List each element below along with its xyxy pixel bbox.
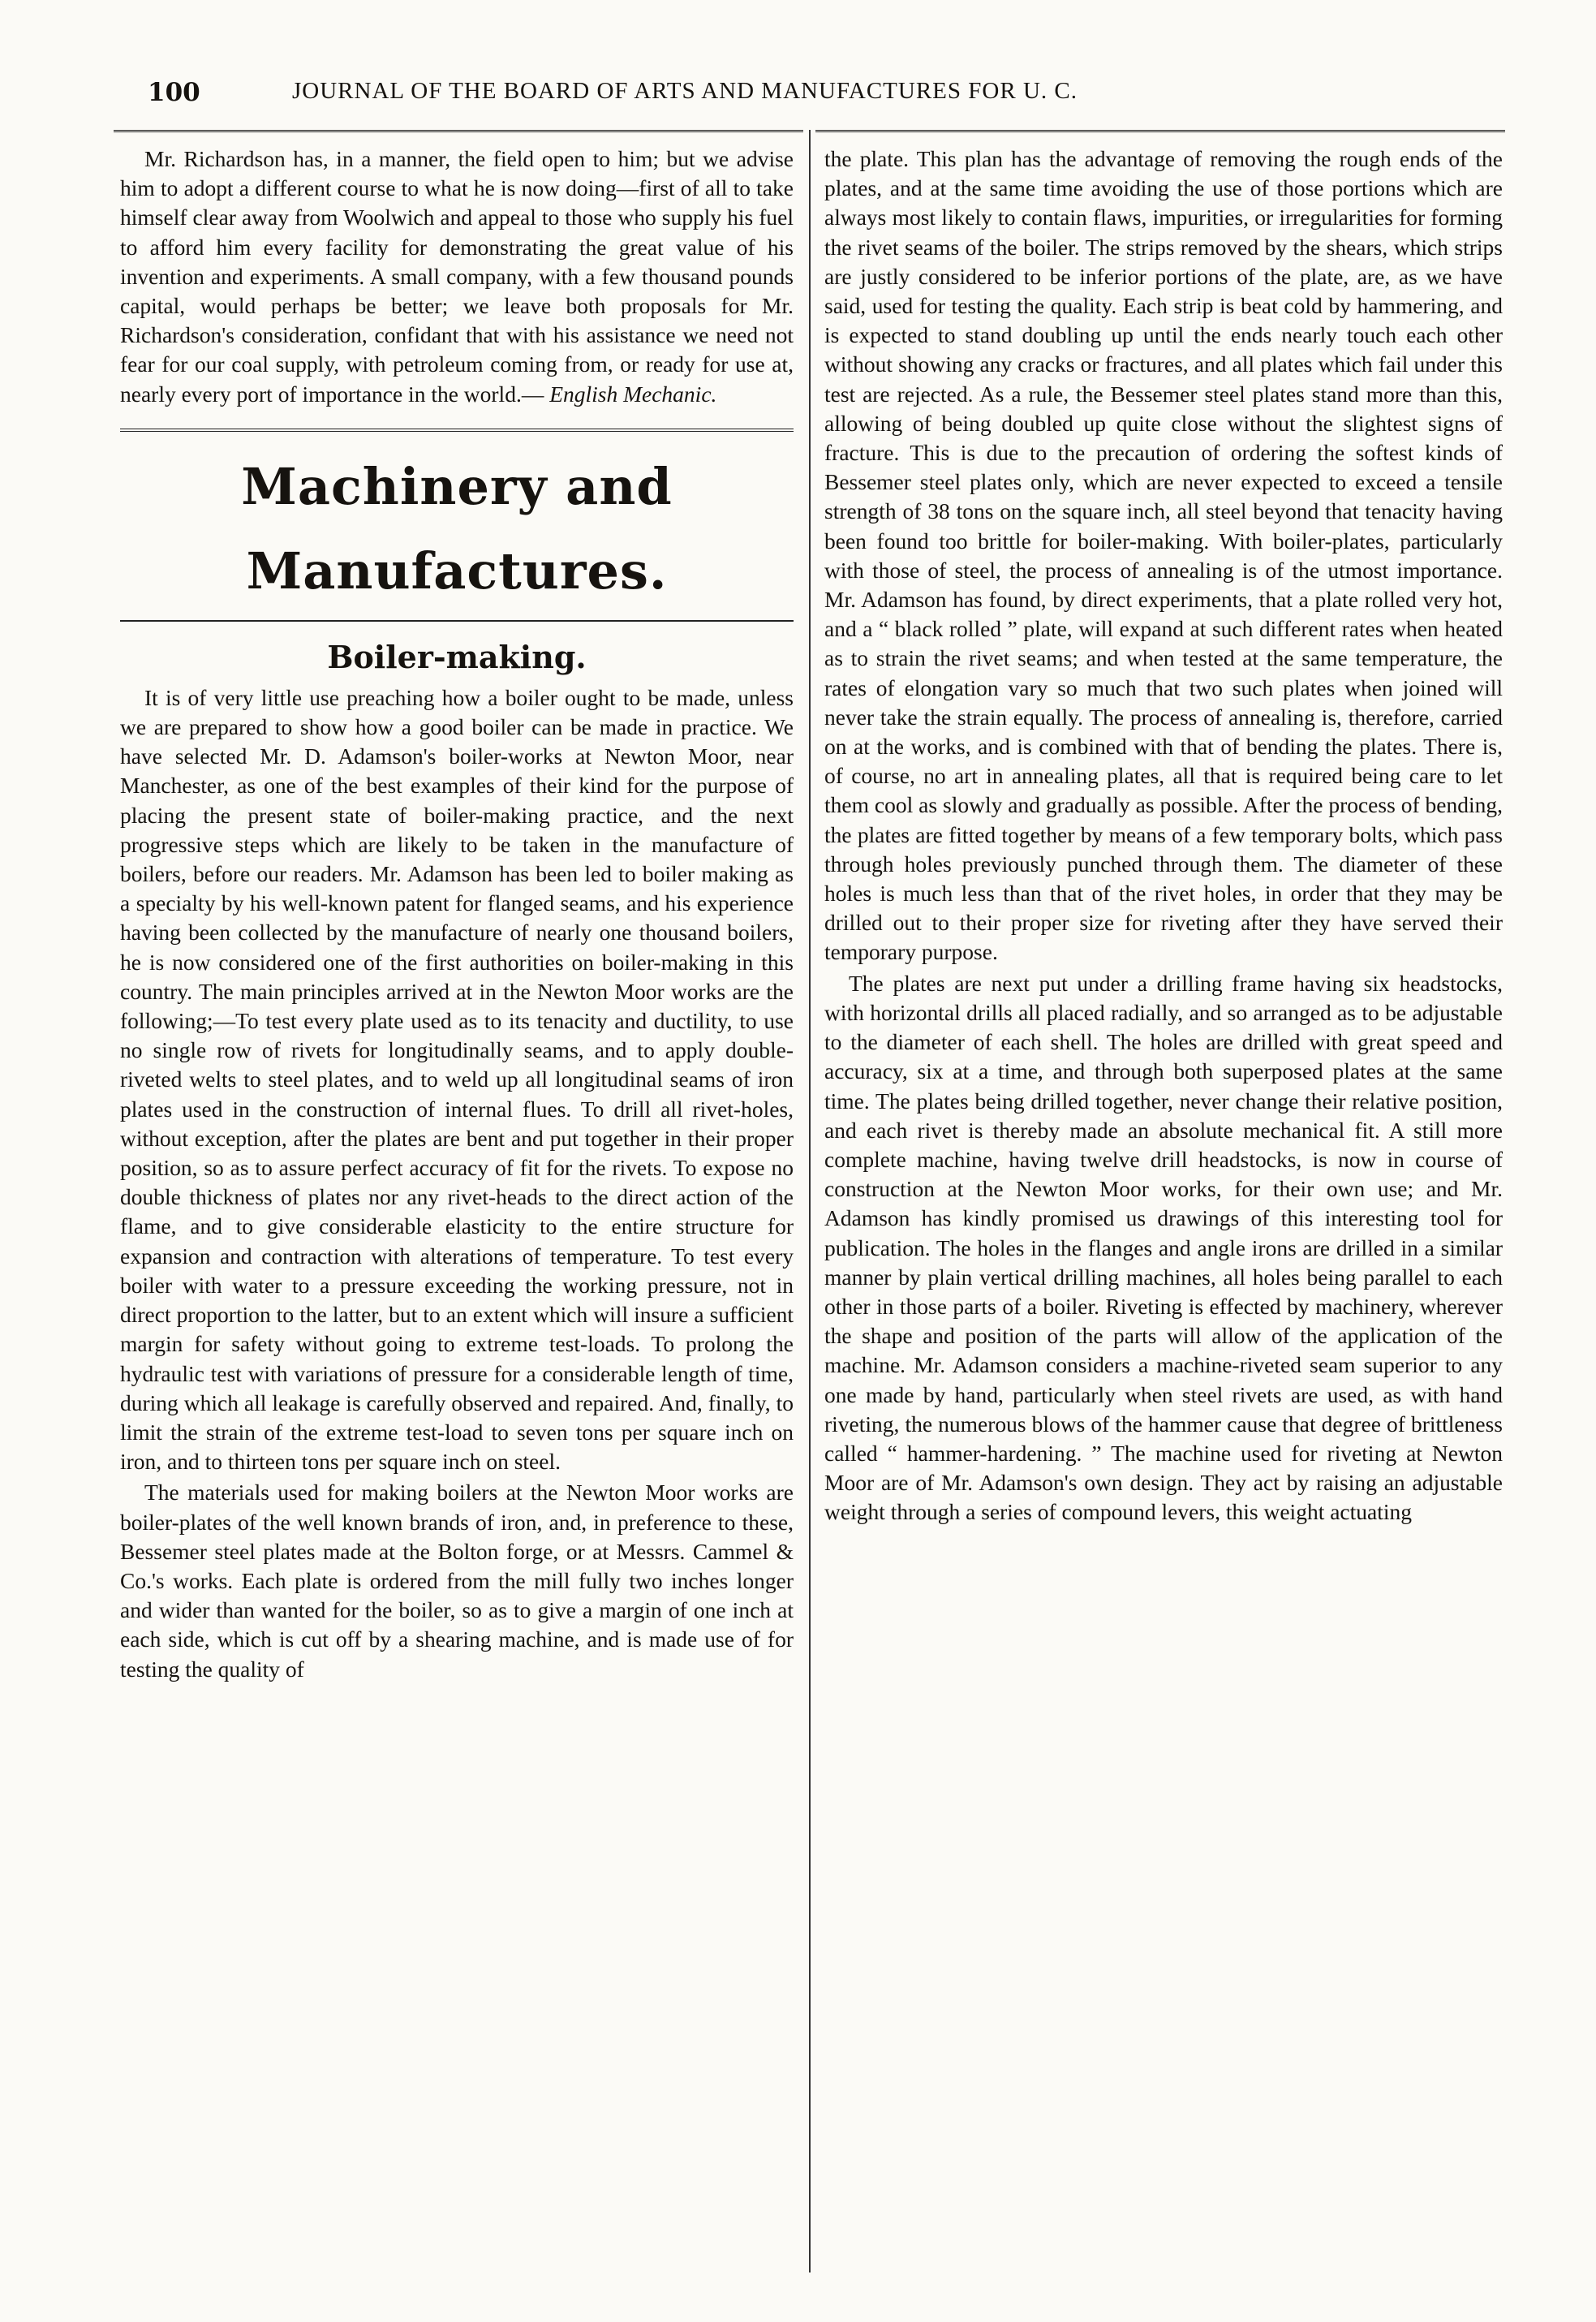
column-top-rule-right — [815, 130, 1505, 136]
article-title: Boiler-making. — [327, 638, 587, 675]
section-rule — [120, 429, 794, 437]
section-underline — [120, 620, 794, 622]
section-heading: Machinery and Manufactures. — [241, 456, 673, 601]
intro-paragraph — [120, 144, 794, 409]
running-head: JOURNAL OF THE BOARD OF ARTS AND MANUFACTURES FOR U. C. — [292, 78, 1078, 104]
column-divider — [809, 130, 811, 2272]
column-top-rule-left — [114, 130, 803, 136]
right-column — [824, 144, 1503, 1527]
page-header — [114, 78, 1509, 123]
intro-text: Mr. Richardson has, in a manner, the field open to him; but we advise him to adopt a different course to what he is now doing—first of all to take himself clear away from Woolwich and appeal to those who supply his fuel to afford him every facility for demonstrating the great value of his invention and experiments. A small company, with a few thousand pounds capital, would perhaps be better; we leave both proposals for Mr. Richardson's consideration, confidant that with his assistance we need not fear for our coal supply, with petroleum coming from, or ready for use at, nearly every port of importance in the world.— — [120, 146, 794, 407]
article-paragraph: The plates are next put under a drilling frame having six headstocks, with horizontal drills all placed radially, and so arranged as to be adjustable to the diameter of each shell. The holes are drilled with great speed and accuracy, six at a time, and through both superposed plates at the same time. The plates being drilled together, never change their relative position, and each rivet is thereby made an absolute mechanical fit. A still more complete machine, having twelve drill headstocks, is now in course of construction at the Newton Moor works, for their own use; and Mr. Adamson has kindly promised us drawings of this interesting tool for publication. The holes in the flanges and angle irons are drilled in a similar manner by plain vertical drilling machines, all holes being parallel to each other in those parts of a boiler. Riveting is effected by machinery, wherever the shape and position of the parts will allow of the application of the machine. Mr. Adamson considers a machine-riveted seam superior to any one made by hand, particularly when steel rivets are used, as with hand riveting, the numerous blows of the hammer cause that degree of brittleness called “ hammer-hardening. ” The machine used for riveting at Newton Moor are of Mr. Adamson's own design. They act by raising an adjustable weight through a series of compound levers, this weight actuating — [824, 970, 1503, 1525]
article-paragraph: It is of very little use preaching how a boiler ought to be made, unless we are prepared to show how a good boiler can be made in practice. We have selected Mr. D. Adamson's boiler-works at Newton Moor, near Manchester, as one of the best examples of their kind for the purpose of placing the present state of boiler-making practice, and the next progressive steps which are likely to be taken in the manufacture of boilers, before our readers. Mr. Adamson has been led to boiler making as a specialty by his well-known patent for flanged seams, and his experience having been collected by the manufacture of nearly one thousand boilers, he is now considered one of the first authorities on boiler-making in this country. The main principles arrived at in the Newton Moor works are the following;—To test every plate used as to its tenacity and ductility, to use no single row of rivets for longitudinally seams, and to apply double-riveted welts to steel plates, and to weld up all longitudinal seams of iron plates used in the construction of internal flues. To drill all rivet-holes, without exception, after the plates are bent and put together in their proper position, so as to assure perfect accuracy of fit for the rivets. To expose no double thickness of plates nor any rivet-heads to the direct action of the flame, and to give considerable elasticity to the entire structure for expansion and contraction with alterations of temperature. To test every boiler with water to a pressure exceeding the working pressure, not in direct proportion to the latter, but to an extent which will insure a sufficient margin for safety without going to extreme test-loads. To prolong the hydraulic test with variations of pressure for a considerable length of time, during which all leakage is carefully observed and repaired. And, finally, to limit the strain of the extreme test-load to seven tons per square inch on iron, and to thirteen tons per square inch on steel. — [120, 684, 794, 1475]
left-column — [120, 144, 794, 1684]
article-paragraph-continued: the plate. This plan has the advantage of removing the rough ends of the plates, and at the same time avoiding the use of those portions which are always most likely to contain flaws, impurities, or irregularities for forming the rivet seams of the boiler. The strips removed by the shears, which strips are justly considered to be inferior portions of the plate, are, as we have said, used for testing the quality. Each strip is beat cold by hammering, and is expected to stand doubling up until the ends nearly touch each other without showing any cracks or fractures, and all plates which fail under this test are rejected. As a rule, the Bessemer steel plates stand more than this, allowing of being doubled up quite close without the slightest signs of fracture. This is due to the precaution of ordering the softest kinds of Bessemer steel plates only, which are never expected to exceed a tensile strength of 38 tons on the square inch, all steel beyond that tenacity having been found too brittle for boiler-making. With boiler-plates, particularly with those of steel, the process of annealing is of the utmost importance. Mr. Adamson has found, by direct experiments, that a plate rolled very hot, and a “ black rolled ” plate, will expand at such different rates when heated as to strain the rivet seams; and when tested at the same temperature, the rates of elongation vary so much that two such plates when joined will never take the strain equally. The process of annealing is, therefore, carried on at the works, and is combined with that of bending the plates. There is, of course, no art in annealing plates, all that is required being care to let them cool as slowly and gradually as possible. After the process of bending, the plates are fitted together by means of a few temporary bolts, which pass through holes previously punched through them. The diameter of these holes is much less than that of the rivet holes, in order that they may be drilled out to their proper size for riveting after they have served their temporary purpose. — [824, 146, 1503, 965]
article-paragraph: The materials used for making boilers at the Newton Moor works are boiler-plates of the well known brands of iron, and, in preference to these, Bessemer steel plates made at the Bolton forge, or at Messrs. Cammel & Co.'s works. Each plate is ordered from the mill fully two inches longer and wider than wanted for the boiler, so as to give a margin of one inch at each side, which is cut off by a shearing machine, and is made use of for testing the quality of — [120, 1480, 794, 1682]
attribution: English Mechanic. — [549, 381, 717, 407]
page-number: 100 — [148, 78, 200, 107]
